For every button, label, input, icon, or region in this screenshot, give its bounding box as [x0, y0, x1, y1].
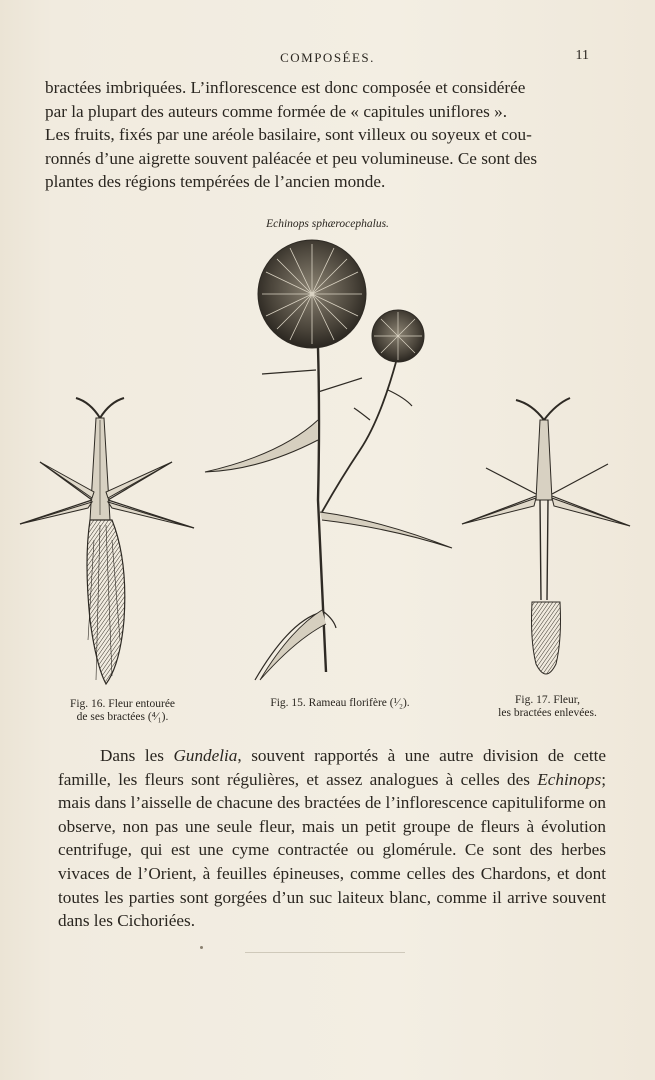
text-line: ronnés d’une aigrette souvent paléacée et peu volumineuse. Ce sont des — [45, 148, 538, 168]
caption-line: de ses bractées (⁴⁄₁). — [76, 711, 169, 723]
plate-title: Echinops sphærocephalus. — [266, 218, 389, 230]
fig15-flowering-branch-drawing — [205, 240, 452, 680]
bottom-paragraph — [58, 744, 606, 933]
top-paragraph — [45, 76, 593, 194]
caption-line: Fig. 16. Fleur entourée — [69, 698, 176, 710]
ink-speck — [200, 946, 203, 949]
paragraph-text — [58, 744, 606, 933]
caption-line: Fig. 17. Fleur, — [514, 694, 581, 706]
text-run: , souvent rapportés à une autre division de cette famille, les fleurs sont régulières, et assez analogues à celles des — [58, 746, 607, 789]
text-line: Les fruits, fixés par une aréole basilaire, sont villeux ou soyeux et cou- — [45, 125, 532, 145]
fig17-caption — [480, 694, 615, 720]
text-run: ; mais dans l’aisselle de chacune des bractées de l’inflorescence capituliforme on observe, non pas une seule fleur, mais un petit groupe de fleurs à évolution centrifuge, qui est une cyme contractée ou glomérule. Ce sont des herbes vivaces de l’Orient, à feuilles épineuses, comme celles des Chardons, et dont toutes les parties sont gorgées d’un suc laiteux blanc, comme il arrive souvent dans les Cichoriées. — [58, 769, 606, 931]
fig16-flower-with-bracts-drawing — [20, 398, 194, 684]
footer-rule — [245, 952, 405, 953]
text-line: par la plupart des auteurs comme formée de « capitules uniflores ». — [45, 101, 507, 121]
text-line: plantes des régions tempérées de l’ancien monde. — [45, 172, 386, 192]
genus-name: Gundelia — [173, 746, 238, 765]
fig16-caption — [50, 698, 195, 724]
genus-name: Echinops — [537, 769, 602, 789]
text-run: Dans les — [100, 746, 174, 765]
running-title: COMPOSÉES. — [280, 50, 375, 65]
page-number: 11 — [575, 48, 589, 63]
fig15-caption: Fig. 15. Rameau florifère (¹⁄₂). — [270, 697, 410, 709]
text-line: bractées imbriquées. L’inflorescence est donc composée et considérée — [45, 78, 526, 97]
caption-line: les bractées enlevées. — [498, 707, 597, 719]
fig17-flower-bracts-removed-drawing — [462, 398, 630, 674]
botanical-illustration — [0, 230, 655, 700]
